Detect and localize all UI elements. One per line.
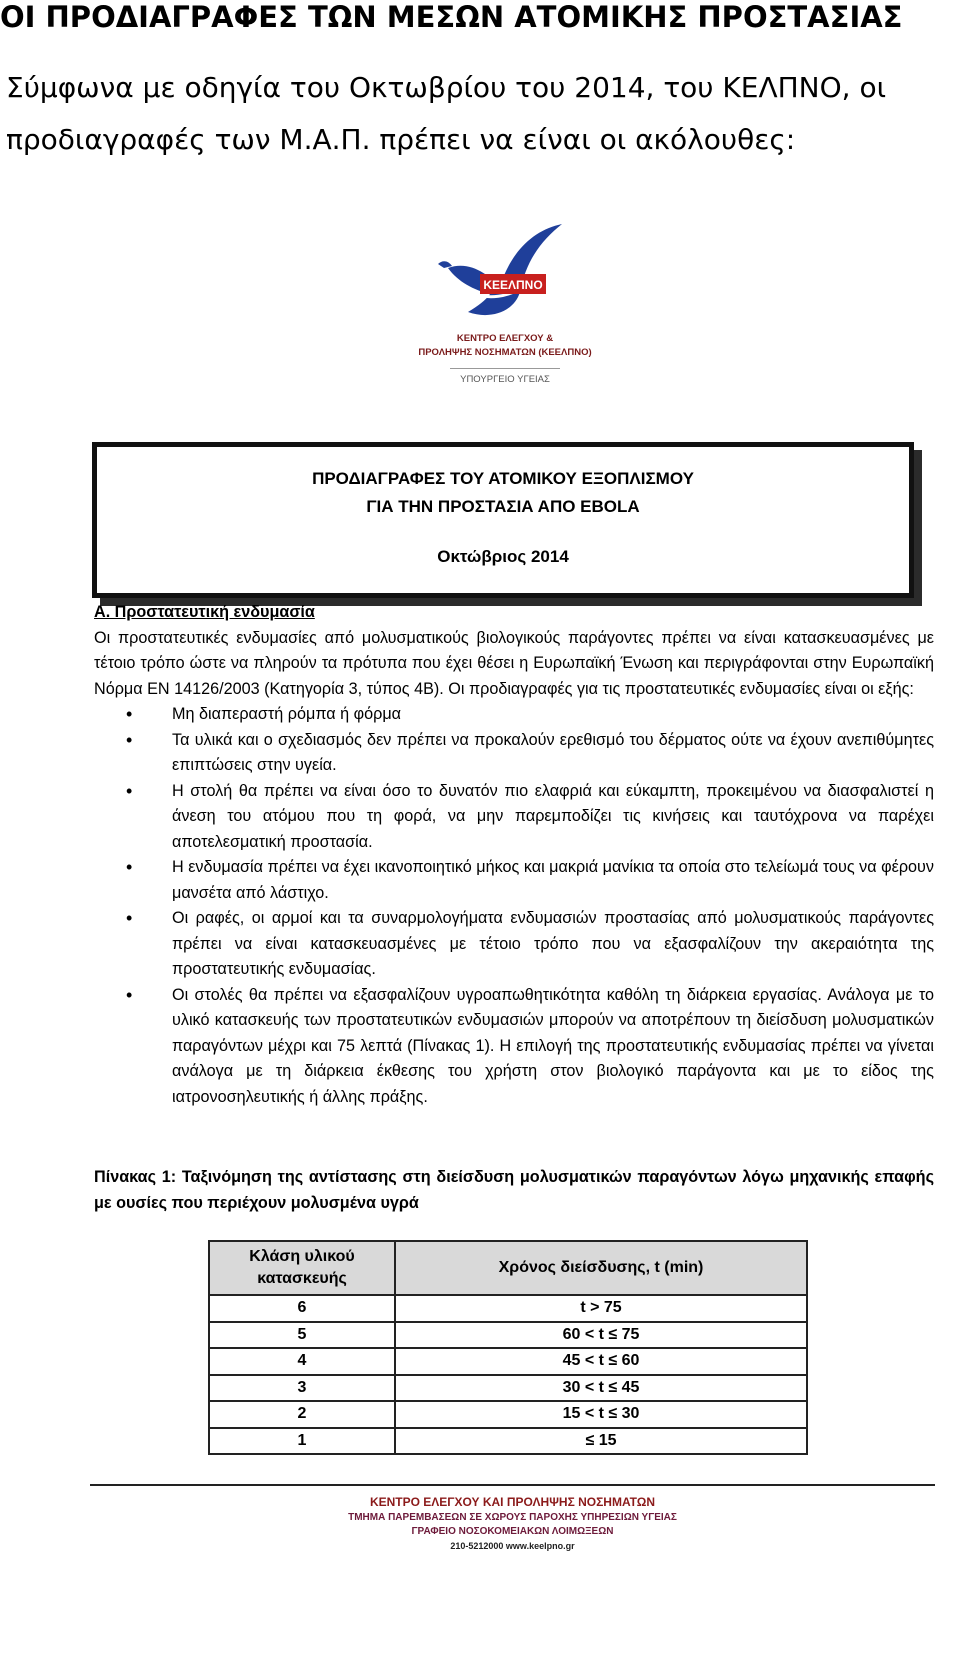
list-item: • Η στολή θα πρέπει να είναι όσο το δυνατόν πιο ελαφριά και εύκαμπτη, προκειμένου να διασφαλιστεί η άνεση του ατόμου που τη φορά, να μην παρεμποδίζει τις κινήσεις και ταυτόχρονα να παρέχει αποτελεσματική προστασία.	[126, 780, 934, 851]
document-title-box	[92, 442, 914, 598]
cell-class: 4	[209, 1348, 395, 1375]
cell-time: 45 < t ≤ 60	[395, 1348, 807, 1375]
table-row	[209, 1401, 807, 1428]
table-row	[209, 1348, 807, 1375]
logo-org-line-2: ΠΡΟΛΗΨΗΣ ΝΟΣΗΜΑΤΩΝ (ΚΕΕΛΠΝΟ)	[418, 347, 592, 358]
cell-time: ≤ 15	[395, 1428, 807, 1455]
requirements-list	[94, 702, 934, 1110]
list-item: • Τα υλικά και ο σχεδιασμός δεν πρέπει να προκαλούν ερεθισμό του δέρματος ούτε να έχουν ανεπιθύμητες επιπτώσεις στην υγεία.	[126, 729, 934, 774]
bullet-icon: •	[126, 729, 133, 750]
logo-divider	[450, 368, 560, 369]
intro-paragraph	[6, 62, 956, 166]
table-row	[209, 1428, 807, 1455]
bullet-icon: •	[126, 984, 133, 1005]
section-intro: Οι προστατευτικές ενδυμασίες από μολυσματικούς βιολογικούς παράγοντες πρέπει να είναι κατασκευασμένες με τέτοιο τρόπο ώστε να πληρούν τα πρότυπα που έχει θέσει η Ευρωπαϊκή Ένωση και περιγράφονται στην Ευρωπαϊκή Νόρμα ΕΝ 14126/2003 (Κατηγορία 3, τύπος 4Β). Οι προδιαγραφές για τις προστατευτικές ενδυμασίες είναι οι εξής:	[94, 628, 934, 698]
document-title-line-1: ΠΡΟΔΙΑΓΡΑΦΕΣ ΤΟΥ ΑΤΟΜΙΚΟΥ ΕΞΟΠΛΙΣΜΟΥ	[312, 469, 694, 488]
cell-class: 2	[209, 1401, 395, 1428]
list-item: • Μη διαπεραστή ρόμπα ή φόρμα	[94, 702, 934, 728]
footer-contact: 210-5212000 www.keelpno.gr	[450, 1541, 575, 1551]
footer-line-1: ΚΕΝΤΡΟ ΕΛΕΓΧΟΥ ΚΑΙ ΠΡΟΛΗΨΗΣ ΝΟΣΗΜΑΤΩΝ	[369, 1495, 656, 1509]
list-item: • Οι στολές θα πρέπει να εξασφαλίζουν υγροαπωθητικότητα καθόλη τη διάρκεια εργασίας. Ανάλογα με το υλικό κατασκευής των προστατευτικών ενδυμασιών μπορούν να αποτρέπουν τη διείσδυση μολυσματικών παραγόντων μέχρι και 75 λεπτά (Πίνακας 1). Η επιλογή της προστατευτικής ενδυμασίας πρέπει να γίνεται ανάλογα με τη διάρκεια έκθεσης του χρήστη στον βιολογικό παράγοντα και με το είδος της ιατρονοσηλευτικής ή άλλης πράξης.	[126, 984, 934, 1106]
cell-class: 6	[209, 1295, 395, 1322]
list-item: • Η ενδυμασία πρέπει να έχει ικανοποιητικό μήκος και μακριά μανίκια τα οποία στο τελείωμά τους να φέρουν μανσέτα από λάστιχο.	[126, 857, 934, 902]
dove-logo-icon	[430, 220, 580, 330]
column-header-time: Χρόνος διείσδυσης, t (min)	[395, 1241, 807, 1295]
penetration-classes-table	[208, 1240, 808, 1455]
list-item: • Οι ραφές, οι αρμοί και τα συναρμολογήματα ενδυμασιών προστασίας από μολυσματικούς παράγοντες πρέπει να είναι κατασκευασμένες με τέτοιο τρόπο που να εξασφαλίζουν την ακεραιότητα της προστατευτικής ενδυμασίας.	[126, 908, 934, 978]
footer-line-3: ΓΡΑΦΕΙΟ ΝΟΣΟΚΟΜΕΙΑΚΩΝ ΛΟΙΜΩΞΕΩΝ	[411, 1526, 614, 1537]
cell-time: 60 < t ≤ 75	[395, 1322, 807, 1349]
bullet-icon: •	[126, 780, 133, 801]
logo-org-line-1: ΚΕΝΤΡΟ ΕΛΕΓΧΟΥ &	[456, 333, 554, 344]
table-caption: Πίνακας 1: Ταξινόμηση της αντίστασης στη διείσδυση μολυσματικών παραγόντων λόγω μηχανικής επαφής με ουσίες που περιέχουν μολυσμένα υγρά	[94, 1168, 934, 1212]
footer-line-2: ΤΜΗΜΑ ΠΑΡΕΜΒΑΣΕΩΝ ΣΕ ΧΩΡΟΥΣ ΠΑΡΟΧΗΣ ΥΠΗΡΕΣΙΩΝ ΥΓΕΙΑΣ	[348, 1512, 677, 1523]
section-heading: Α. Προστατευτική ενδυμασία	[94, 603, 315, 621]
page-heading: ΟΙ ΠΡΟΔΙΑΓΡΑΦΕΣ ΤΩΝ ΜΕΣΩΝ ΑΤΟΜΙΚΗΣ ΠΡΟΣΤΑΣΙΑΣ	[0, 0, 903, 34]
table-row	[209, 1322, 807, 1349]
bullet-icon: •	[126, 857, 133, 877]
logo-ministry: ΥΠΟΥΡΓΕΙΟ ΥΓΕΙΑΣ	[460, 374, 550, 385]
cell-time: 15 < t ≤ 30	[395, 1401, 807, 1428]
column-header-class: Κλάση υλικού κατασκευής	[209, 1241, 395, 1295]
document-title-line-2: ΓΙΑ ΤΗΝ ΠΡΟΣΤΑΣΙΑ ΑΠΟ EBOLA	[366, 497, 640, 516]
table-row	[209, 1375, 807, 1402]
bullet-icon: •	[126, 704, 133, 724]
footer-divider	[90, 1484, 935, 1486]
document-body	[94, 600, 934, 1110]
document-footer	[90, 1494, 935, 1553]
intro-line-2: προδιαγραφές των Μ.Α.Π. πρέπει να είναι οι ακόλουθες:	[6, 123, 796, 156]
keelpno-logo	[390, 220, 620, 410]
document-title-date: Οκτώβριος 2014	[437, 547, 569, 566]
logo-badge-text: ΚΕΕΛΠΝΟ	[483, 278, 543, 292]
table-row	[209, 1295, 807, 1322]
scanned-document	[90, 220, 935, 1654]
intro-line-1: Σύμφωνα με οδηγία του Οκτωβρίου του 2014, του ΚΕΛΠΝΟ, οι	[6, 71, 887, 104]
cell-class: 3	[209, 1375, 395, 1402]
bullet-icon: •	[126, 908, 133, 928]
table-header-row	[209, 1241, 807, 1295]
cell-time: t > 75	[395, 1295, 807, 1322]
cell-class: 1	[209, 1428, 395, 1455]
cell-class: 5	[209, 1322, 395, 1349]
cell-time: 30 < t ≤ 45	[395, 1375, 807, 1402]
